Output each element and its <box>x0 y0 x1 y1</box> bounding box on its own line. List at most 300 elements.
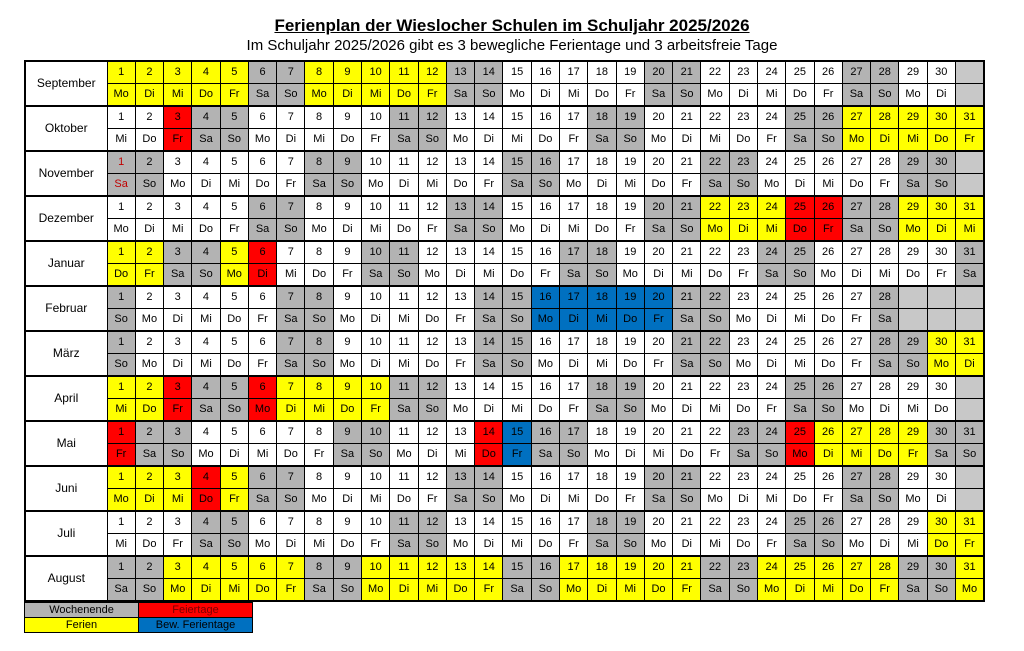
day-number: 21 <box>673 331 701 354</box>
day-number: 18 <box>588 331 616 354</box>
day-weekday: So <box>955 444 984 467</box>
day-number: 11 <box>390 466 418 489</box>
day-weekday: Do <box>220 309 248 332</box>
day-number: 13 <box>446 241 474 264</box>
day-weekday: So <box>362 444 390 467</box>
empty-cell <box>927 286 955 309</box>
day-number: 4 <box>192 376 220 399</box>
day-weekday: Mi <box>390 309 418 332</box>
day-number: 26 <box>814 331 842 354</box>
day-weekday: Do <box>277 444 305 467</box>
day-number: 26 <box>814 61 842 84</box>
empty-cell <box>927 309 955 332</box>
day-number: 29 <box>899 331 927 354</box>
day-number: 1 <box>107 286 135 309</box>
day-number: 3 <box>164 241 192 264</box>
day-weekday: Sa <box>446 489 474 512</box>
weekday-row <box>25 219 984 242</box>
day-number: 25 <box>786 196 814 219</box>
day-weekday: Do <box>814 309 842 332</box>
day-weekday: Do <box>588 84 616 107</box>
day-weekday: Di <box>164 309 192 332</box>
day-weekday: Sa <box>248 84 276 107</box>
empty-cell <box>899 309 927 332</box>
day-number: 12 <box>418 331 446 354</box>
day-weekday: Mi <box>757 489 785 512</box>
page-subtitle: Im Schuljahr 2025/2026 gibt es 3 bewegliche Ferientage und 3 arbeitsfreie Tage <box>246 37 778 54</box>
day-weekday: Mo <box>531 354 559 377</box>
day-weekday: Mi <box>277 264 305 287</box>
day-weekday: Mi <box>701 534 729 557</box>
day-weekday: Sa <box>899 579 927 602</box>
day-weekday: Di <box>475 129 503 152</box>
day-weekday: So <box>729 579 757 602</box>
day-weekday: Di <box>560 354 588 377</box>
day-number: 17 <box>560 331 588 354</box>
day-weekday: Di <box>390 579 418 602</box>
day-number: 14 <box>475 466 503 489</box>
day-number: 2 <box>135 241 163 264</box>
day-weekday: So <box>277 489 305 512</box>
day-number: 17 <box>560 61 588 84</box>
day-weekday: Sa <box>475 354 503 377</box>
day-number: 1 <box>107 241 135 264</box>
empty-cell <box>955 174 984 197</box>
day-weekday: So <box>107 309 135 332</box>
day-number: 7 <box>277 556 305 579</box>
day-number: 29 <box>899 466 927 489</box>
day-number: 20 <box>644 286 672 309</box>
day-weekday: Fr <box>871 174 899 197</box>
day-number: 24 <box>757 61 785 84</box>
day-number: 31 <box>955 421 984 444</box>
day-number: 17 <box>560 241 588 264</box>
day-number: 12 <box>418 61 446 84</box>
day-weekday: Fr <box>277 579 305 602</box>
day-weekday: Mi <box>248 444 276 467</box>
day-number: 5 <box>220 196 248 219</box>
day-number: 15 <box>503 241 531 264</box>
day-weekday: Mo <box>418 264 446 287</box>
day-number: 8 <box>305 376 333 399</box>
day-number: 30 <box>927 421 955 444</box>
day-weekday: So <box>871 84 899 107</box>
day-number: 15 <box>503 376 531 399</box>
day-weekday: So <box>305 354 333 377</box>
day-weekday: Mi <box>560 84 588 107</box>
day-weekday: So <box>786 264 814 287</box>
day-weekday: Mi <box>757 219 785 242</box>
day-weekday: Mi <box>616 174 644 197</box>
day-number: 21 <box>673 196 701 219</box>
day-weekday: Mo <box>729 354 757 377</box>
day-weekday: Sa <box>588 129 616 152</box>
day-weekday: Mo <box>305 219 333 242</box>
day-number: 8 <box>305 196 333 219</box>
day-number: 15 <box>503 151 531 174</box>
day-weekday: So <box>220 534 248 557</box>
day-number: 1 <box>107 151 135 174</box>
day-number: 22 <box>701 421 729 444</box>
day-weekday: Fr <box>475 579 503 602</box>
day-number: 10 <box>362 421 390 444</box>
day-weekday: Mi <box>814 579 842 602</box>
day-number: 23 <box>729 511 757 534</box>
day-number: 19 <box>616 61 644 84</box>
day-weekday: Di <box>446 264 474 287</box>
day-number: 31 <box>955 556 984 579</box>
day-weekday: Do <box>927 399 955 422</box>
day-number: 19 <box>616 196 644 219</box>
day-weekday: So <box>701 354 729 377</box>
day-number: 12 <box>418 556 446 579</box>
day-weekday: Fr <box>220 84 248 107</box>
day-weekday: Mo <box>786 444 814 467</box>
day-weekday: Do <box>673 444 701 467</box>
day-number: 16 <box>531 151 559 174</box>
day-number: 30 <box>927 376 955 399</box>
day-weekday: Mo <box>899 219 927 242</box>
day-number: 16 <box>531 196 559 219</box>
day-weekday: Do <box>729 129 757 152</box>
day-weekday: Do <box>248 579 276 602</box>
day-weekday: So <box>588 264 616 287</box>
day-weekday: Mi <box>418 579 446 602</box>
day-weekday: Do <box>333 534 361 557</box>
day-weekday: Sa <box>786 399 814 422</box>
day-number: 8 <box>305 61 333 84</box>
month-name: August <box>25 556 107 601</box>
weekday-row <box>25 174 984 197</box>
day-number: 11 <box>390 61 418 84</box>
day-number: 17 <box>560 421 588 444</box>
day-number: 24 <box>757 556 785 579</box>
day-number: 31 <box>955 106 984 129</box>
day-number: 16 <box>531 331 559 354</box>
day-weekday: Do <box>192 219 220 242</box>
day-number: 17 <box>560 196 588 219</box>
day-number: 17 <box>560 466 588 489</box>
day-number: 22 <box>701 61 729 84</box>
day-weekday: Mo <box>390 444 418 467</box>
day-weekday: Mi <box>588 309 616 332</box>
day-weekday: Do <box>842 174 870 197</box>
day-weekday: Do <box>786 84 814 107</box>
day-number: 19 <box>616 241 644 264</box>
day-weekday: Di <box>333 489 361 512</box>
day-weekday: Sa <box>871 354 899 377</box>
day-number: 21 <box>673 241 701 264</box>
day-weekday: Mo <box>446 534 474 557</box>
day-number: 19 <box>616 511 644 534</box>
day-weekday: Sa <box>192 399 220 422</box>
day-weekday: Mi <box>503 399 531 422</box>
day-number: 6 <box>248 196 276 219</box>
day-number: 10 <box>362 331 390 354</box>
day-number: 14 <box>475 421 503 444</box>
month-row <box>25 241 984 264</box>
day-number: 30 <box>927 556 955 579</box>
day-weekday: Sa <box>333 444 361 467</box>
day-number: 17 <box>560 556 588 579</box>
day-weekday: Fr <box>729 264 757 287</box>
day-weekday: Di <box>588 174 616 197</box>
day-weekday: So <box>418 399 446 422</box>
day-number: 16 <box>531 511 559 534</box>
day-weekday: Mi <box>305 534 333 557</box>
day-weekday: Di <box>475 534 503 557</box>
day-weekday: So <box>220 129 248 152</box>
day-number: 20 <box>644 106 672 129</box>
day-weekday: Mi <box>560 219 588 242</box>
day-number: 22 <box>701 196 729 219</box>
day-weekday: Mo <box>955 579 984 602</box>
day-number: 1 <box>107 106 135 129</box>
day-weekday: Mi <box>362 219 390 242</box>
day-weekday: Mo <box>842 399 870 422</box>
day-number: 17 <box>560 286 588 309</box>
day-number: 19 <box>616 151 644 174</box>
day-weekday: Sa <box>786 534 814 557</box>
day-number: 22 <box>701 466 729 489</box>
day-number: 14 <box>475 286 503 309</box>
day-weekday: Di <box>644 264 672 287</box>
weekday-row <box>25 264 984 287</box>
day-weekday: Fr <box>248 309 276 332</box>
day-weekday: So <box>927 579 955 602</box>
weekday-row <box>25 84 984 107</box>
day-number: 22 <box>701 151 729 174</box>
day-weekday: So <box>814 534 842 557</box>
day-weekday: Mo <box>729 309 757 332</box>
day-number: 18 <box>588 466 616 489</box>
day-number: 7 <box>277 241 305 264</box>
day-weekday: Mo <box>560 174 588 197</box>
day-weekday: Sa <box>164 264 192 287</box>
day-weekday: So <box>616 129 644 152</box>
day-number: 28 <box>871 466 899 489</box>
day-number: 5 <box>220 331 248 354</box>
day-number: 23 <box>729 466 757 489</box>
day-weekday: Sa <box>107 174 135 197</box>
day-weekday: Fr <box>503 444 531 467</box>
day-number: 28 <box>871 421 899 444</box>
day-number: 26 <box>814 376 842 399</box>
day-weekday: Mi <box>899 399 927 422</box>
day-number: 28 <box>871 556 899 579</box>
day-number: 20 <box>644 196 672 219</box>
day-number: 30 <box>927 61 955 84</box>
day-number: 12 <box>418 376 446 399</box>
day-weekday: Sa <box>644 84 672 107</box>
day-weekday: Do <box>842 579 870 602</box>
day-number: 1 <box>107 331 135 354</box>
month-row <box>25 286 984 309</box>
day-weekday: So <box>135 579 163 602</box>
day-weekday: Do <box>305 264 333 287</box>
day-weekday: Mi <box>164 489 192 512</box>
day-weekday: Fr <box>616 84 644 107</box>
day-weekday: So <box>503 309 531 332</box>
day-number: 24 <box>757 421 785 444</box>
day-weekday: Do <box>192 84 220 107</box>
day-number: 2 <box>135 196 163 219</box>
empty-cell <box>899 286 927 309</box>
day-weekday: So <box>616 534 644 557</box>
day-number: 2 <box>135 511 163 534</box>
day-weekday: So <box>814 399 842 422</box>
day-weekday: Di <box>814 444 842 467</box>
day-weekday: Sa <box>503 174 531 197</box>
day-number: 4 <box>192 421 220 444</box>
legend-wochenende: Wochenende <box>25 603 139 618</box>
day-weekday: Mi <box>192 354 220 377</box>
month-name: Juli <box>25 511 107 556</box>
day-weekday: Mo <box>701 84 729 107</box>
day-number: 20 <box>644 151 672 174</box>
day-weekday: Sa <box>644 489 672 512</box>
day-weekday: Di <box>418 444 446 467</box>
day-number: 24 <box>757 106 785 129</box>
day-weekday: Di <box>560 309 588 332</box>
day-weekday: Do <box>107 264 135 287</box>
day-weekday: Di <box>531 219 559 242</box>
day-weekday: Do <box>390 219 418 242</box>
day-number: 12 <box>418 106 446 129</box>
empty-cell <box>955 489 984 512</box>
day-number: 18 <box>588 376 616 399</box>
day-number: 13 <box>446 61 474 84</box>
day-weekday: Di <box>729 489 757 512</box>
day-weekday: Do <box>418 354 446 377</box>
day-number: 11 <box>390 376 418 399</box>
day-weekday: Do <box>588 219 616 242</box>
month-row <box>25 196 984 219</box>
empty-cell <box>955 84 984 107</box>
day-weekday: Di <box>531 489 559 512</box>
month-row <box>25 151 984 174</box>
day-number: 28 <box>871 241 899 264</box>
weekday-row <box>25 309 984 332</box>
day-weekday: Mo <box>333 354 361 377</box>
calendar-table <box>24 60 985 602</box>
day-weekday: Mo <box>503 219 531 242</box>
day-number: 30 <box>927 331 955 354</box>
day-weekday: Fr <box>418 219 446 242</box>
day-number: 23 <box>729 556 757 579</box>
day-number: 23 <box>729 106 757 129</box>
day-weekday: Di <box>673 129 701 152</box>
day-weekday: So <box>475 219 503 242</box>
day-number: 18 <box>588 151 616 174</box>
day-number: 18 <box>588 556 616 579</box>
day-number: 12 <box>418 196 446 219</box>
day-number: 23 <box>729 241 757 264</box>
day-weekday: So <box>333 174 361 197</box>
month-name: Januar <box>25 241 107 286</box>
day-number: 1 <box>107 511 135 534</box>
day-weekday: Di <box>277 399 305 422</box>
day-weekday: Mo <box>248 534 276 557</box>
day-weekday: So <box>673 84 701 107</box>
day-number: 10 <box>362 151 390 174</box>
weekday-row <box>25 579 984 602</box>
day-number: 18 <box>588 286 616 309</box>
day-number: 12 <box>418 421 446 444</box>
day-weekday: So <box>814 129 842 152</box>
day-weekday: So <box>220 399 248 422</box>
day-number: 3 <box>164 151 192 174</box>
day-number: 5 <box>220 61 248 84</box>
day-weekday: Sa <box>248 219 276 242</box>
day-number: 21 <box>673 511 701 534</box>
day-number: 5 <box>220 466 248 489</box>
day-weekday: Mo <box>503 489 531 512</box>
day-weekday: Sa <box>871 309 899 332</box>
day-number: 27 <box>842 196 870 219</box>
day-number: 3 <box>164 106 192 129</box>
day-number: 31 <box>955 241 984 264</box>
day-number: 9 <box>333 331 361 354</box>
day-weekday: Di <box>927 489 955 512</box>
day-number: 24 <box>757 241 785 264</box>
day-number: 26 <box>814 556 842 579</box>
day-weekday: Sa <box>673 309 701 332</box>
month-name: März <box>25 331 107 376</box>
day-weekday: Sa <box>644 219 672 242</box>
day-weekday: Mi <box>871 264 899 287</box>
day-weekday: Mi <box>503 129 531 152</box>
day-weekday: Fr <box>955 534 984 557</box>
day-number: 21 <box>673 286 701 309</box>
day-weekday: Di <box>673 399 701 422</box>
day-weekday: Mi <box>588 354 616 377</box>
day-weekday: Fr <box>616 489 644 512</box>
day-weekday: Fr <box>814 219 842 242</box>
day-number: 14 <box>475 556 503 579</box>
day-number: 19 <box>616 421 644 444</box>
day-weekday: Do <box>333 129 361 152</box>
day-number: 15 <box>503 331 531 354</box>
day-number: 23 <box>729 331 757 354</box>
month-name: Februar <box>25 286 107 331</box>
day-number: 7 <box>277 61 305 84</box>
day-number: 3 <box>164 556 192 579</box>
day-number: 11 <box>390 286 418 309</box>
month-row <box>25 466 984 489</box>
day-number: 15 <box>503 466 531 489</box>
day-number: 24 <box>757 376 785 399</box>
day-number: 4 <box>192 466 220 489</box>
day-weekday: Di <box>135 84 163 107</box>
day-number: 7 <box>277 421 305 444</box>
month-row <box>25 511 984 534</box>
day-weekday: Sa <box>446 219 474 242</box>
month-name: Juni <box>25 466 107 511</box>
day-number: 18 <box>588 511 616 534</box>
day-number: 29 <box>899 376 927 399</box>
day-weekday: Fr <box>362 534 390 557</box>
day-number: 9 <box>333 196 361 219</box>
day-number: 22 <box>701 106 729 129</box>
day-weekday: Di <box>927 84 955 107</box>
day-weekday: Di <box>192 174 220 197</box>
month-row <box>25 106 984 129</box>
day-weekday: Mo <box>107 84 135 107</box>
day-weekday: Sa <box>842 219 870 242</box>
day-number: 9 <box>333 286 361 309</box>
day-weekday: Di <box>333 219 361 242</box>
